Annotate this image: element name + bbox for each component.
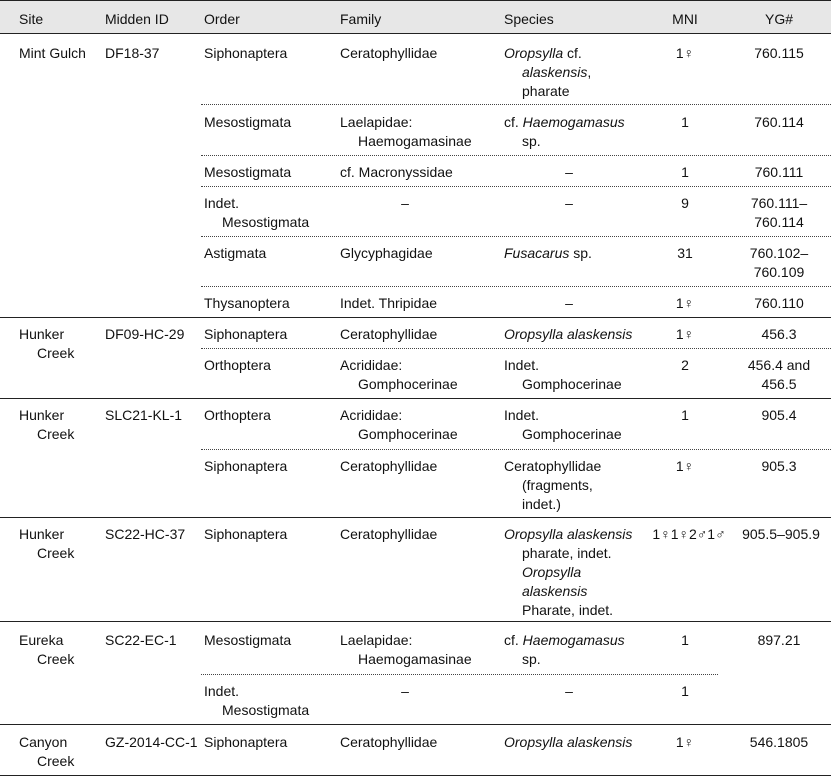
order-cell — [204, 194, 338, 232]
family-line: Laelapidae: — [340, 114, 413, 130]
species-cell: – — [565, 164, 573, 180]
species-name: Oropsylla alaskensis — [504, 526, 633, 542]
header-species: Species — [504, 11, 554, 27]
species-stage: pharate — [522, 83, 570, 99]
mni-cell: 1 — [681, 114, 689, 130]
midden-cell: SC22-HC-37 — [105, 526, 186, 542]
site-line: Hunker — [19, 326, 65, 342]
mni-cell: 1 — [681, 164, 689, 180]
header-site: Site — [19, 11, 44, 27]
yg-cell: 456.3 — [761, 326, 797, 342]
species-name: Oropsylla alaskensis — [504, 326, 633, 342]
midden-cell: SLC21-KL-1 — [105, 407, 183, 423]
species-cell — [504, 406, 642, 444]
site-line-2: Creek — [37, 345, 75, 361]
family-cell: Ceratophyllidae — [340, 326, 438, 342]
yg-line: 760.111– — [750, 195, 808, 211]
family-cell: cf. Macronyssidae — [340, 164, 453, 180]
site-cell — [19, 525, 103, 563]
yg-line-2: 456.5 — [761, 376, 797, 392]
site-line-2: Creek — [37, 426, 75, 442]
species-cf: cf. — [504, 114, 523, 130]
order-line-2: Mesostigmata — [222, 702, 310, 718]
table-header — [0, 0, 831, 34]
mni-cell: 1 — [681, 407, 689, 423]
species-cell — [504, 733, 654, 752]
mni-cell: 31 — [677, 245, 693, 261]
species-line: Ceratophyllidae — [504, 458, 602, 474]
site-line-2: Creek — [37, 753, 75, 769]
species-line-3: indet.) — [522, 496, 561, 512]
order-cell: Siphonaptera — [204, 326, 288, 342]
site-divider — [0, 398, 831, 399]
row-divider — [201, 186, 831, 187]
species-stage-2: Pharate, indet. — [522, 602, 614, 618]
row-divider — [201, 155, 831, 156]
species-genus: Haemogamasus — [522, 632, 625, 648]
species-line: Indet. — [504, 407, 540, 423]
mni-cell: 9 — [681, 195, 689, 211]
yg-cell: 546.1805 — [749, 734, 809, 750]
species-line-2: Gomphocerinae — [522, 376, 622, 392]
species-genus: Fusacarus — [504, 245, 570, 261]
yg-line-2: 760.109 — [753, 264, 805, 280]
table-bottom-rule — [0, 775, 831, 776]
order-cell: Siphonaptera — [204, 458, 288, 474]
yg-line-2: 760.114 — [754, 214, 804, 230]
yg-cell: 897.21 — [757, 632, 801, 648]
site-divider — [0, 724, 831, 725]
species-comma: , — [587, 64, 592, 80]
family-line: Acrididae: — [340, 407, 403, 423]
species-cell: – — [565, 195, 573, 211]
species-sp: sp. — [522, 133, 541, 149]
midden-cell: GZ-2014-CC-1 — [105, 734, 198, 750]
site-line-2: Creek — [37, 651, 75, 667]
species-genus: Oropsylla — [504, 45, 564, 61]
site-cell — [19, 406, 103, 444]
family-cell — [340, 406, 502, 444]
species-cf: cf. — [504, 632, 523, 648]
order-cell: Siphonaptera — [204, 734, 288, 750]
site-cell — [19, 325, 103, 363]
site-line: Eureka — [19, 632, 64, 648]
species-epithet: alaskensis — [522, 583, 588, 599]
header-family: Family — [340, 11, 382, 27]
species-genus: Haemogamasus — [522, 114, 625, 130]
row-divider — [201, 348, 831, 349]
species-cell — [504, 457, 642, 514]
species-cell — [504, 244, 642, 263]
row-divider — [201, 236, 831, 237]
species-name: Oropsylla alaskensis — [504, 734, 633, 750]
mni-cell: 1♀ — [675, 326, 695, 342]
mni-cell: 1♀ — [675, 734, 695, 750]
row-divider — [201, 449, 831, 450]
species-cell — [504, 325, 654, 344]
family-cell: Ceratophyllidae — [340, 45, 438, 61]
yg-cell: 905.5–905.9 — [742, 526, 820, 542]
mni-cell: 1♀ — [675, 458, 695, 474]
midden-cell: SC22-EC-1 — [105, 632, 177, 648]
species-sp: sp. — [522, 651, 541, 667]
species-cell: – — [565, 295, 573, 311]
species-line-2: (fragments, — [522, 477, 593, 493]
row-divider — [201, 674, 718, 675]
order-line-2: Mesostigmata — [222, 214, 310, 230]
yg-line: 456.4 and — [747, 357, 811, 373]
family-line: Acrididae: — [340, 357, 403, 373]
site-line: Hunker — [19, 407, 65, 423]
family-cell: Glycyphagidae — [340, 245, 433, 261]
mni-cell: 1♀1♀2♂1♂ — [652, 526, 726, 542]
order-cell: Astigmata — [204, 245, 267, 261]
species-cell: – — [565, 683, 573, 699]
mni-cell: 2 — [681, 357, 689, 373]
species-line-2: Gomphocerinae — [522, 426, 622, 442]
site-line-2: Creek — [37, 545, 75, 561]
family-cell: – — [401, 683, 409, 699]
order-cell: Orthoptera — [204, 407, 271, 423]
order-cell: Siphonaptera — [204, 45, 288, 61]
order-cell: Mesostigmata — [204, 114, 292, 130]
row-divider — [201, 286, 831, 287]
yg-cell — [729, 244, 829, 282]
yg-cell: 905.4 — [761, 407, 797, 423]
header-yg: YG# — [764, 11, 793, 27]
family-cell: Ceratophyllidae — [340, 526, 438, 542]
family-cell: Ceratophyllidae — [340, 458, 438, 474]
yg-cell: 760.111 — [754, 164, 804, 180]
site-divider — [0, 317, 831, 318]
species-sp: sp. — [569, 245, 592, 261]
species-epithet: alaskensis — [522, 64, 588, 80]
yg-cell — [729, 194, 829, 232]
family-cell — [340, 113, 502, 151]
mni-cell: 1♀ — [675, 45, 695, 61]
order-cell: Mesostigmata — [204, 164, 292, 180]
order-line: Indet. — [204, 683, 240, 699]
site-cell: Mint Gulch — [19, 45, 86, 61]
site-cell — [19, 733, 103, 771]
species-line: Indet. — [504, 357, 540, 373]
family-cell: – — [401, 195, 409, 211]
subfamily-line: Haemogamasinae — [358, 133, 472, 149]
subfamily-line: Haemogamasinae — [358, 651, 472, 667]
family-cell — [340, 356, 502, 394]
site-divider — [0, 621, 831, 622]
family-line: Laelapidae: — [340, 632, 413, 648]
order-line: Indet. — [204, 195, 240, 211]
family-cell: Ceratophyllidae — [340, 734, 438, 750]
species-cell — [504, 631, 642, 669]
subfamily-line: Gomphocerinae — [358, 376, 458, 392]
species-stage: pharate, indet. — [522, 545, 612, 561]
header-midden-id: Midden ID — [105, 11, 169, 27]
family-cell — [340, 631, 502, 669]
midden-cell: DF18-37 — [105, 45, 160, 61]
yg-cell: 760.115 — [754, 45, 804, 61]
site-cell — [19, 631, 103, 669]
mni-cell: 1 — [681, 683, 689, 699]
species-cell — [504, 113, 642, 151]
order-cell: Thysanoptera — [204, 295, 290, 311]
midden-cell: DF09-HC-29 — [105, 326, 185, 342]
species-genus: Oropsylla — [522, 564, 582, 580]
mni-cell: 1♀ — [675, 295, 695, 311]
yg-cell: 760.110 — [754, 295, 804, 311]
order-cell: Mesostigmata — [204, 632, 292, 648]
yg-cell — [729, 356, 829, 394]
order-cell: Siphonaptera — [204, 526, 288, 542]
site-divider — [0, 517, 831, 518]
family-cell: Indet. Thripidae — [340, 295, 438, 311]
yg-cell: 905.3 — [761, 458, 797, 474]
order-cell — [204, 682, 338, 720]
species-cell — [504, 44, 642, 101]
species-cell — [504, 525, 654, 620]
yg-cell: 760.114 — [754, 114, 804, 130]
header-order: Order — [204, 11, 240, 27]
subfamily-line: Gomphocerinae — [358, 426, 458, 442]
species-cf: cf. — [563, 45, 582, 61]
mni-cell: 1 — [681, 632, 689, 648]
yg-line: 760.102– — [749, 245, 809, 261]
row-divider — [201, 104, 831, 105]
species-cell — [504, 356, 642, 394]
site-line: Hunker — [19, 526, 65, 542]
order-cell: Orthoptera — [204, 357, 271, 373]
header-mni: MNI — [672, 11, 698, 27]
site-line: Canyon — [19, 734, 68, 750]
